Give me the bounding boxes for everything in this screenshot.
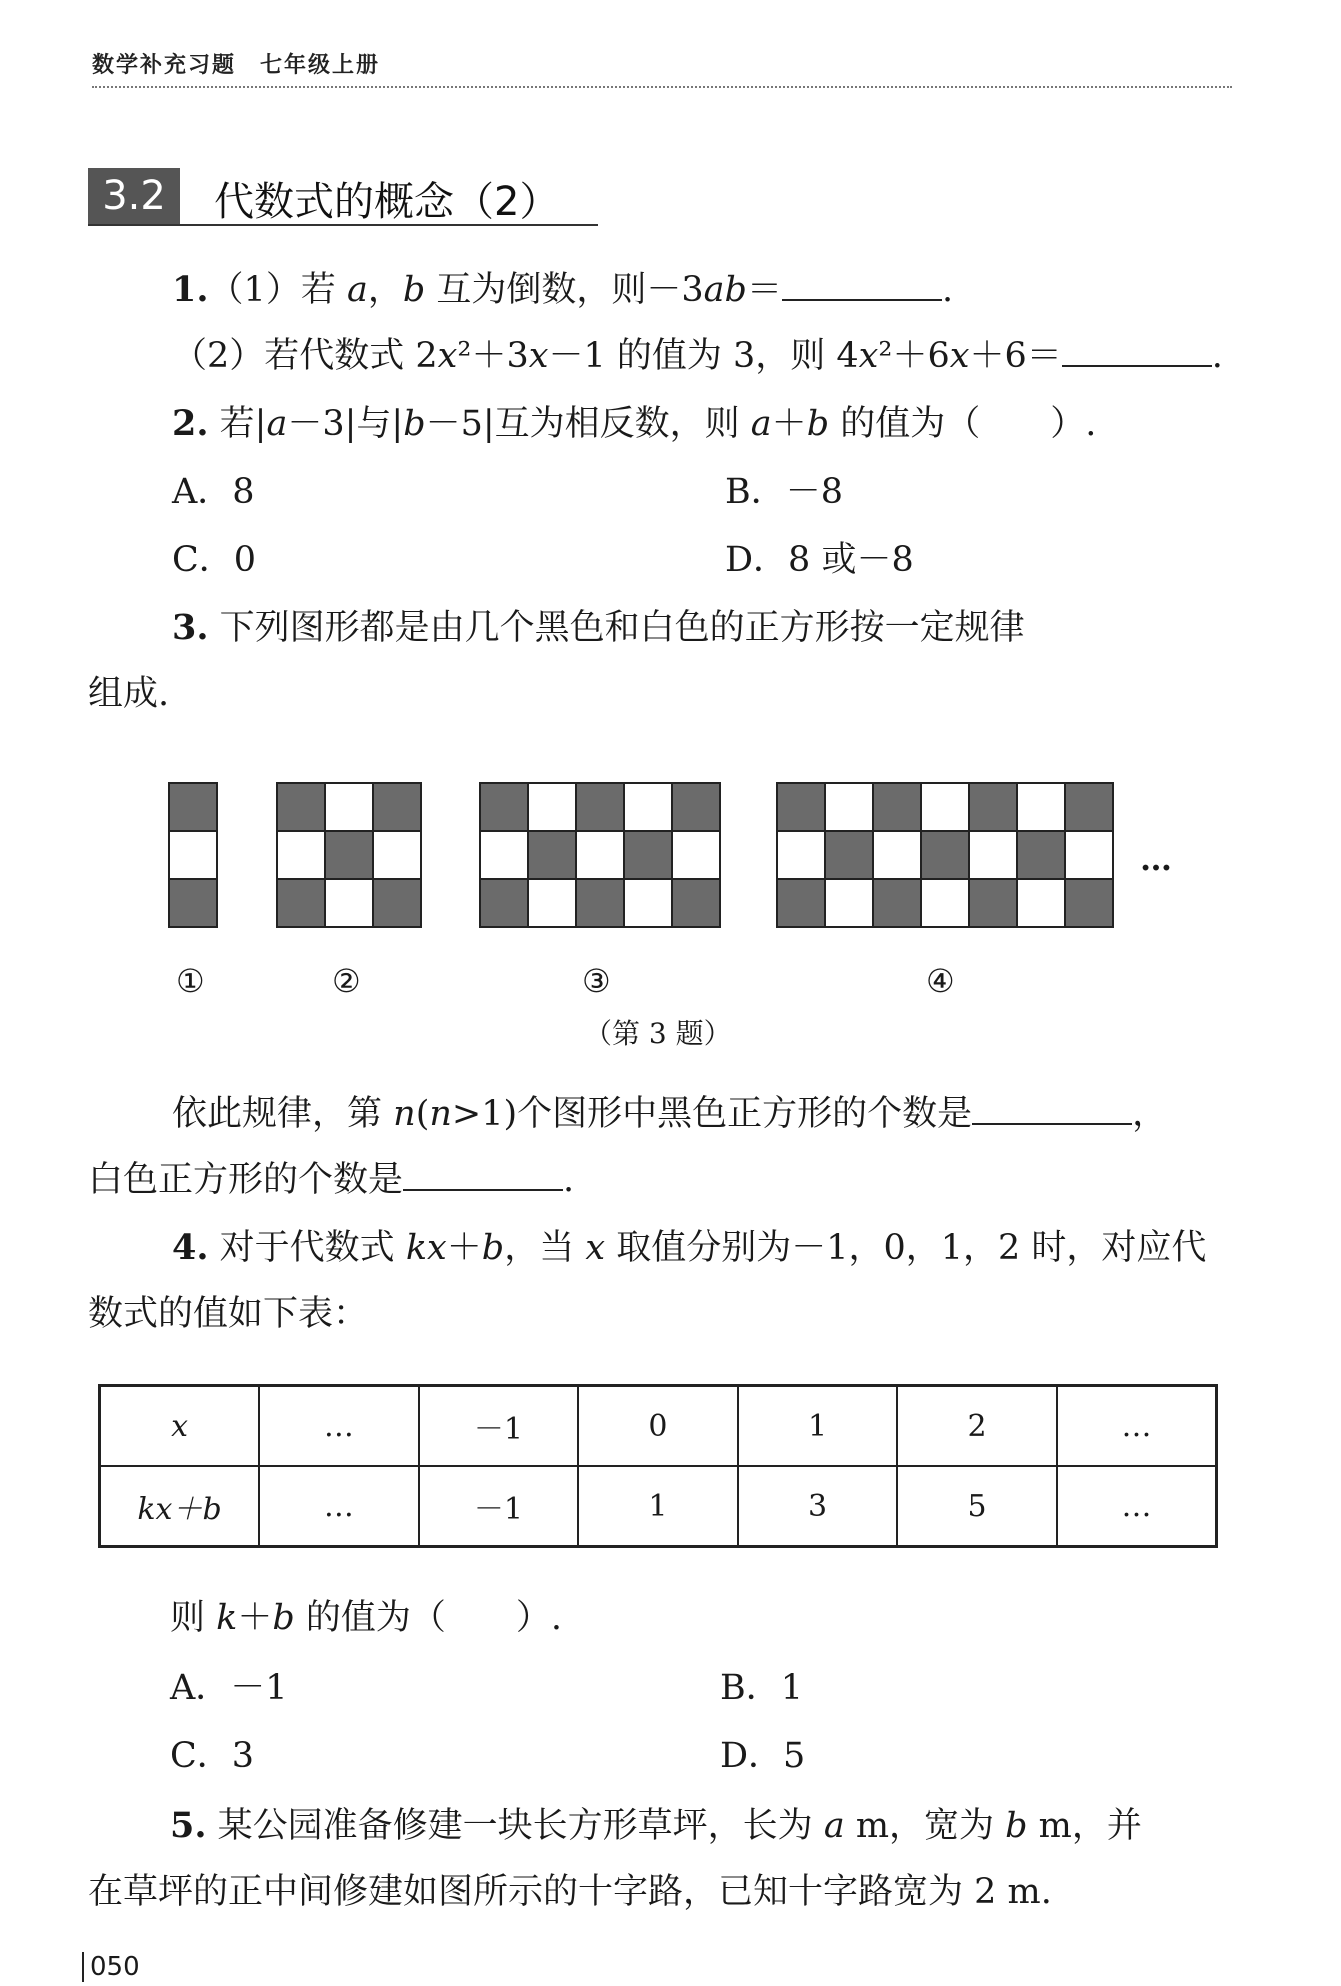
white-square bbox=[825, 879, 873, 927]
black-square bbox=[373, 879, 421, 927]
figure-1 bbox=[168, 782, 218, 928]
black-square bbox=[969, 783, 1017, 831]
white-square bbox=[528, 783, 576, 831]
q1-var: a bbox=[346, 270, 368, 310]
black-square bbox=[373, 783, 421, 831]
answer-blank[interactable] bbox=[1062, 335, 1212, 367]
figure-4 bbox=[776, 782, 1114, 928]
q3-text: >1)个图形中黑色正方形的个数是 bbox=[451, 1094, 973, 1134]
q1-var: x bbox=[858, 336, 879, 376]
q1-part2 bbox=[172, 334, 1223, 378]
q1-text: ， bbox=[367, 270, 403, 310]
black-square bbox=[1065, 879, 1113, 927]
page-number: 050 bbox=[82, 1952, 140, 1982]
figure-3 bbox=[479, 782, 721, 928]
answer-blank[interactable] bbox=[972, 1093, 1132, 1125]
q2-text: ＋ bbox=[771, 404, 807, 444]
q1-part1 bbox=[172, 268, 953, 312]
table-cell: 5 bbox=[897, 1466, 1057, 1547]
q1-text: 互为倒数，则－3 bbox=[425, 270, 704, 310]
table-row bbox=[100, 1466, 1217, 1547]
black-square bbox=[277, 879, 325, 927]
q5-stem bbox=[170, 1804, 1142, 1848]
pattern-ellipsis: … bbox=[1140, 840, 1174, 878]
black-square bbox=[169, 783, 217, 831]
table-cell: kx＋b bbox=[100, 1466, 260, 1547]
figure-label-3: ③ bbox=[582, 962, 611, 1000]
black-square bbox=[480, 783, 528, 831]
white-square bbox=[480, 831, 528, 879]
q4-stem-cont: 数式的值如下表： bbox=[88, 1294, 369, 1334]
white-square bbox=[576, 831, 624, 879]
q4-var: kx bbox=[405, 1228, 447, 1268]
figure-caption: （第 3 题） bbox=[584, 1017, 732, 1050]
white-square bbox=[873, 831, 921, 879]
black-square bbox=[921, 831, 969, 879]
q1-var: ab bbox=[703, 270, 747, 310]
q1-number: 1. bbox=[172, 269, 209, 310]
figure-label-4: ④ bbox=[926, 962, 955, 1000]
q3-text: 下列图形都是由几个黑色和白色的正方形按一定规律 bbox=[208, 608, 1025, 648]
q4-option-c[interactable]: C．3 bbox=[170, 1736, 255, 1776]
q2-var: b bbox=[403, 404, 426, 444]
table-cell: … bbox=[1057, 1386, 1217, 1467]
q2-option-a[interactable]: A．8 bbox=[172, 472, 255, 512]
q3-text: . bbox=[563, 1160, 575, 1200]
q2-text: 的值为（ ）. bbox=[829, 404, 1097, 444]
white-square bbox=[1017, 783, 1065, 831]
q5-number: 5. bbox=[170, 1805, 207, 1846]
q4-option-b[interactable]: B．1 bbox=[720, 1668, 803, 1708]
q1-text: ²＋3 bbox=[457, 336, 529, 376]
q4-number: 4. bbox=[172, 1227, 209, 1268]
table-cell: … bbox=[259, 1386, 419, 1467]
q4-text: ，当 bbox=[504, 1228, 586, 1268]
q2-var: b bbox=[806, 404, 830, 444]
q1-text: －1 的值为 3，则 4 bbox=[548, 336, 859, 376]
white-square bbox=[325, 783, 373, 831]
q1-var: x bbox=[437, 336, 458, 376]
table-cell: 0 bbox=[578, 1386, 738, 1467]
black-square bbox=[777, 783, 825, 831]
table-cell: 1 bbox=[738, 1386, 898, 1467]
white-square bbox=[325, 879, 373, 927]
white-square bbox=[1017, 879, 1065, 927]
book-header: 数学补充习题 七年级上册 bbox=[92, 53, 381, 78]
q4-text: 则 bbox=[170, 1598, 217, 1638]
q4-text: ＋ bbox=[237, 1598, 273, 1638]
table-cell: －1 bbox=[419, 1466, 579, 1547]
black-square bbox=[873, 879, 921, 927]
q1-var: x bbox=[528, 336, 549, 376]
q3-number: 3. bbox=[172, 607, 209, 648]
q4-text: 对于代数式 bbox=[208, 1228, 406, 1268]
q4-question bbox=[170, 1596, 562, 1640]
value-table bbox=[98, 1384, 1218, 1548]
table-cell: 2 bbox=[897, 1386, 1057, 1467]
q3-text: 白色正方形的个数是 bbox=[88, 1160, 404, 1200]
section-underline bbox=[88, 224, 598, 226]
black-square bbox=[325, 831, 373, 879]
q3-text: ( bbox=[415, 1094, 430, 1134]
white-square bbox=[528, 879, 576, 927]
q3-follow-up-2 bbox=[88, 1158, 574, 1202]
q3-follow-up bbox=[172, 1092, 1167, 1136]
q5-text: 某公园准备修建一块长方形草坪，长为 bbox=[206, 1806, 824, 1846]
section-title: 代数式的概念（2） bbox=[214, 179, 560, 225]
q1-var: x bbox=[949, 336, 970, 376]
white-square bbox=[169, 831, 217, 879]
q1-text: （2）若代数式 2 bbox=[172, 336, 438, 376]
q4-var: x bbox=[585, 1228, 606, 1268]
black-square bbox=[169, 879, 217, 927]
q3-text: 依此规律，第 bbox=[172, 1094, 394, 1134]
white-square bbox=[921, 783, 969, 831]
white-square bbox=[921, 879, 969, 927]
table-cell: －1 bbox=[419, 1386, 579, 1467]
black-square bbox=[873, 783, 921, 831]
q4-var: b bbox=[481, 1228, 505, 1268]
white-square bbox=[969, 831, 1017, 879]
q1-text: . bbox=[1211, 336, 1223, 376]
white-square bbox=[277, 831, 325, 879]
black-square bbox=[969, 879, 1017, 927]
black-square bbox=[576, 783, 624, 831]
q4-text: 取值分别为－1，0，1，2 时，对应代 bbox=[605, 1228, 1207, 1268]
answer-blank[interactable] bbox=[403, 1159, 563, 1191]
figure-label-2: ② bbox=[332, 962, 361, 1000]
q2-text: －5|互为相反数，则 bbox=[425, 404, 751, 444]
q3-stem-cont: 组成. bbox=[88, 674, 170, 714]
q4-stem bbox=[172, 1226, 1206, 1270]
white-square bbox=[825, 783, 873, 831]
black-square bbox=[576, 879, 624, 927]
q1-text: . bbox=[941, 270, 954, 310]
q5-stem-cont: 在草坪的正中间修建如图所示的十字路，已知十字路宽为 2 m. bbox=[88, 1872, 1052, 1912]
white-square bbox=[373, 831, 421, 879]
header-divider bbox=[92, 86, 1232, 88]
table-cell: x bbox=[100, 1386, 260, 1467]
black-square bbox=[1017, 831, 1065, 879]
black-square bbox=[1065, 783, 1113, 831]
black-square bbox=[624, 831, 672, 879]
q2-option-d[interactable]: D．8 或－8 bbox=[725, 540, 914, 580]
q2-option-c[interactable]: C．0 bbox=[172, 540, 257, 580]
white-square bbox=[624, 879, 672, 927]
white-square bbox=[624, 783, 672, 831]
black-square bbox=[777, 879, 825, 927]
q1-text: ²＋6 bbox=[878, 336, 950, 376]
table-cell: 3 bbox=[738, 1466, 898, 1547]
table-row bbox=[100, 1386, 1217, 1467]
q2-var: a bbox=[750, 404, 772, 444]
q2-var: a bbox=[266, 404, 288, 444]
q5-var: b bbox=[1005, 1806, 1028, 1846]
q5-var: a bbox=[823, 1806, 845, 1846]
q1-text: （1）若 bbox=[208, 270, 347, 310]
section-number-badge: 3.2 bbox=[88, 168, 180, 224]
q2-number: 2. bbox=[172, 403, 209, 444]
black-square bbox=[672, 783, 720, 831]
q3-var: n bbox=[429, 1094, 452, 1134]
q5-text: m，宽为 bbox=[844, 1806, 1006, 1846]
white-square bbox=[672, 831, 720, 879]
table-cell: 1 bbox=[578, 1466, 738, 1547]
black-square bbox=[480, 879, 528, 927]
figure-label-1: ① bbox=[176, 962, 205, 1000]
black-square bbox=[825, 831, 873, 879]
q4-option-d[interactable]: D．5 bbox=[720, 1736, 806, 1776]
q4-text: ＋ bbox=[446, 1228, 482, 1268]
black-square bbox=[672, 879, 720, 927]
q4-option-a[interactable]: A．－1 bbox=[170, 1668, 288, 1708]
q2-text: 若| bbox=[208, 404, 267, 444]
q2-text: －3|与| bbox=[287, 404, 404, 444]
q4-var: b bbox=[272, 1598, 295, 1638]
q2-option-b[interactable]: B．－8 bbox=[725, 472, 843, 512]
q1-text: ＋6＝ bbox=[969, 336, 1062, 376]
q3-stem bbox=[172, 606, 1025, 650]
q4-text: 的值为（ ）. bbox=[294, 1598, 563, 1638]
white-square bbox=[1065, 831, 1113, 879]
black-square bbox=[528, 831, 576, 879]
figure-2 bbox=[276, 782, 422, 928]
q2-stem bbox=[172, 402, 1096, 446]
black-square bbox=[277, 783, 325, 831]
q3-var: n bbox=[393, 1094, 416, 1134]
q5-text: m，并 bbox=[1027, 1806, 1142, 1846]
q4-var: k bbox=[216, 1598, 238, 1638]
q1-var: b bbox=[402, 270, 426, 310]
white-square bbox=[777, 831, 825, 879]
q1-text: ＝ bbox=[746, 270, 782, 310]
table-cell: … bbox=[1057, 1466, 1217, 1547]
table-cell: … bbox=[259, 1466, 419, 1547]
answer-blank[interactable] bbox=[782, 269, 942, 301]
q3-text: ， bbox=[1132, 1094, 1168, 1134]
